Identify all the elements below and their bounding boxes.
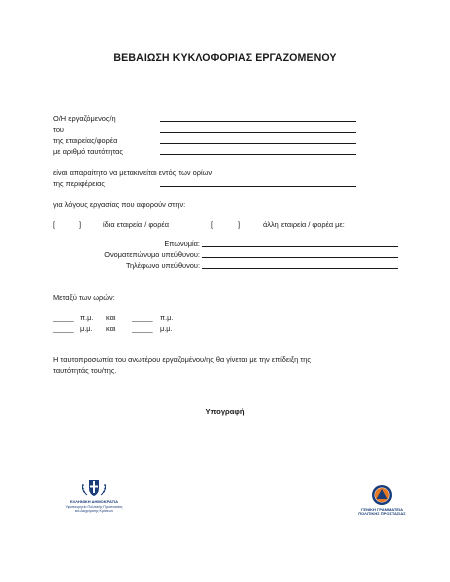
hour-to-pm-field[interactable]: _____ xyxy=(132,324,153,333)
general-secretariat-text: ΓΕΝΙΚΗ ΓΡΑΜΜΑΤΕΙΑ xyxy=(361,507,403,512)
id-number-label: με αριθμό ταυτότητας xyxy=(53,147,123,156)
hour-from-am-field[interactable]: _____ xyxy=(53,313,74,322)
identity-note-line1: Η ταυτοπροσωπία του ανωτέρου εργαζομένου/ης θα γίνεται με την επίδειξη της xyxy=(53,355,311,364)
contact-person-field[interactable] xyxy=(202,257,398,258)
am-label-1: π.μ. xyxy=(80,313,94,322)
greek-coat-of-arms-icon xyxy=(79,478,109,498)
reasons-label: για λόγους εργασίας που αφορούν στην: xyxy=(53,200,186,209)
hour-to-am-field[interactable]: _____ xyxy=(132,313,153,322)
civil-protection-text: ΠΟΛΙΤΙΚΗΣ ΠΡΟΣΤΑΣΙΑΣ xyxy=(358,511,406,516)
and-label-2: και xyxy=(106,324,116,333)
checkbox-other-company-close[interactable]: ] xyxy=(238,220,241,229)
contact-phone-label: Τηλέφωνο υπεύθυνου: xyxy=(125,261,200,270)
employee-name-field[interactable] xyxy=(160,121,356,122)
hellenic-republic-text: ΕΛΛΗΝΙΚΗ ΔΗΜΟΚΡΑΤΙΑ xyxy=(69,499,119,504)
hour-from-pm-field[interactable]: _____ xyxy=(53,324,74,333)
other-name-label: Επωνυμία: xyxy=(164,239,200,248)
identity-note-line2: ταυτότητάς του/της. xyxy=(53,366,117,375)
checkbox-other-company-open[interactable]: [ xyxy=(211,220,214,229)
pm-label-2: μ.μ. xyxy=(160,324,173,333)
contact-person-label: Ονοματεπώνυμο υπεύθυνου: xyxy=(104,250,200,259)
checkbox-same-company-open[interactable]: [ xyxy=(53,220,56,229)
ministry-text-line1: Υφυπουργείο Πολιτικής Προστασίας xyxy=(65,505,123,509)
signature-label: Υπογραφή xyxy=(205,407,245,416)
father-name-field[interactable] xyxy=(160,132,356,133)
region-field[interactable] xyxy=(160,186,356,187)
same-company-label: ίδια εταιρεία / φορέα xyxy=(103,220,169,229)
document-title: ΒΕΒΑΙΩΣΗ ΚΥΚΛΟΦΟΡΙΑΣ ΕΡΓΑΖΟΜΕΝΟΥ xyxy=(113,52,337,64)
region-label: της περιφέρειας xyxy=(53,179,105,188)
and-label-1: και xyxy=(106,313,116,322)
id-number-field[interactable] xyxy=(160,154,356,155)
employee-label: Ο/Η εργαζόμενος/η xyxy=(53,114,116,123)
hours-label: Μεταξύ των ωρών: xyxy=(53,293,115,302)
company-label: της εταιρείας/φορέα xyxy=(53,136,118,145)
company-field[interactable] xyxy=(160,143,356,144)
necessity-text: είναι απαραίτητο να μετακινείται εντός των ορίων xyxy=(53,168,213,177)
pm-label-1: μ.μ. xyxy=(80,324,93,333)
ministry-text-line2: και Διαχείρισης Κρίσεων xyxy=(74,509,114,513)
checkbox-same-company-close[interactable]: ] xyxy=(79,220,82,229)
am-label-2: π.μ. xyxy=(160,313,174,322)
contact-phone-field[interactable] xyxy=(202,268,398,269)
civil-protection-logo-icon xyxy=(371,484,393,506)
other-name-field[interactable] xyxy=(202,246,398,247)
father-name-label: του xyxy=(53,125,64,134)
other-company-label: άλλη εταιρεία / φορέα με: xyxy=(263,220,345,229)
